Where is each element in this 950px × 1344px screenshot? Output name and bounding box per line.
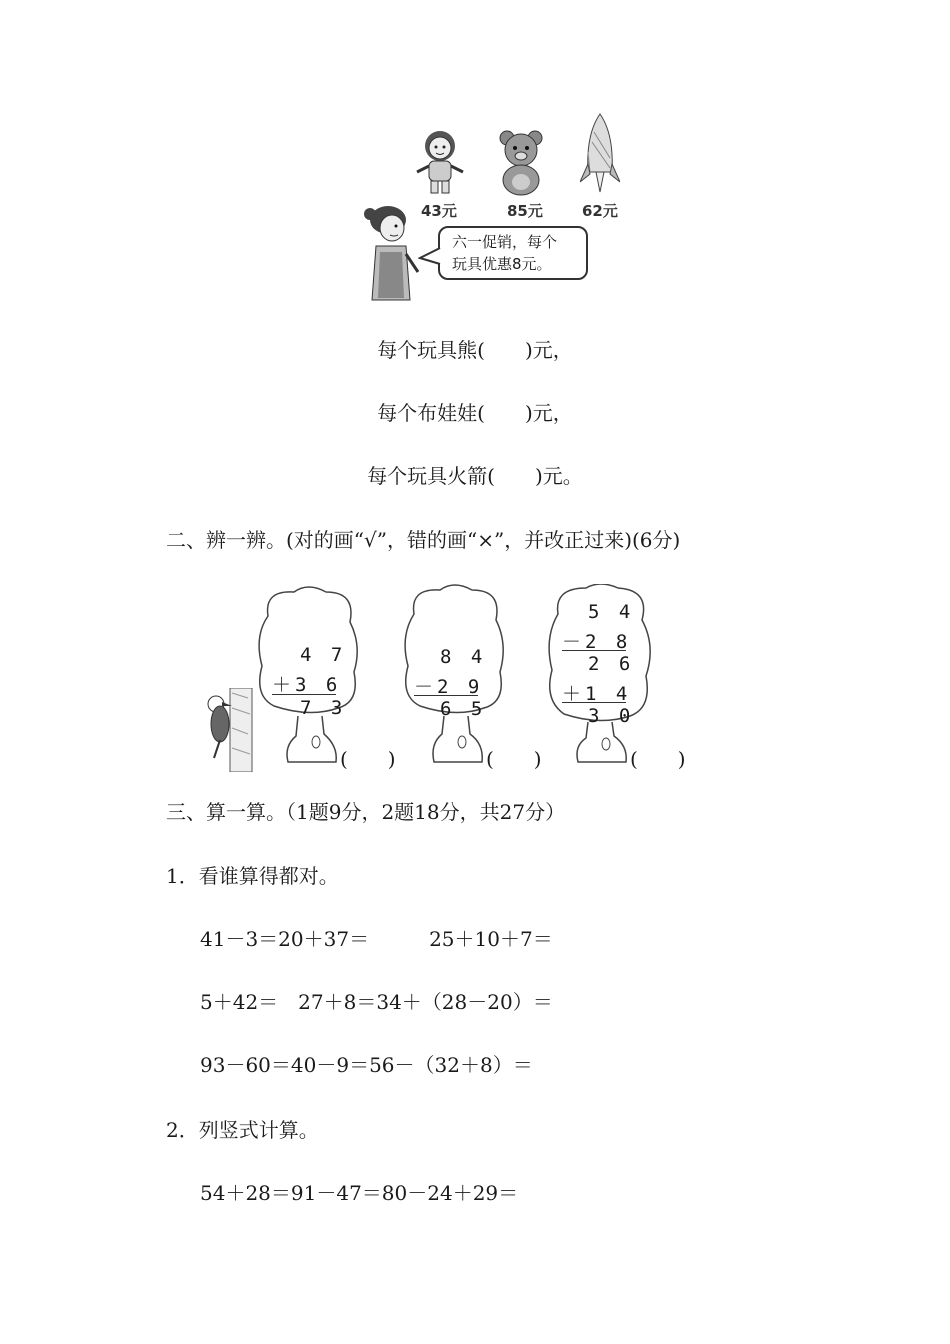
tree1-result: 7 3 (300, 697, 347, 719)
section3-title: 三、算一算。（1题9分，2题18分，共27分） (166, 800, 566, 824)
tree2-divider (414, 695, 478, 696)
tree3-operand-c: ＋1 4 (562, 683, 632, 705)
tree1-operand-a: 4 7 (300, 644, 347, 666)
speech-line-2: 玩具优惠8元。 (452, 255, 552, 273)
tree2-operand-b: －2 9 (414, 676, 484, 698)
section2-title: 二、辨一辨。(对的画“√”，错的画“×”，并改正过来)(6分) (166, 528, 681, 552)
section3-sub1: 1．看谁算得都对。 (166, 864, 339, 888)
calc-row-4: 54＋28＝91－47＝80－24＋29＝ (200, 1181, 519, 1205)
tree1-divider (272, 694, 336, 695)
section3-sub2: 2．列竖式计算。 (166, 1118, 319, 1142)
bear-price: 85元 (507, 202, 543, 220)
rocket-price: 62元 (582, 202, 618, 220)
calc-row-1: 41－3＝20＋37＝ 25＋10＋7＝ (200, 927, 553, 951)
q1-line-doll: 每个布娃娃( )元， (377, 401, 573, 425)
tree2-result: 6 5 (440, 698, 487, 720)
bear-illustration (493, 128, 549, 196)
tree3-answer-blank[interactable]: ( ) (630, 747, 686, 771)
woodpecker-illustration (198, 688, 254, 772)
tree3-operand-b: －2 8 (562, 631, 632, 653)
tree3-divider-1 (562, 650, 626, 651)
tree2-operand-a: 8 4 (440, 646, 487, 668)
tree3-operand-a: 5 4 (588, 601, 635, 623)
tree2-answer-blank[interactable]: ( ) (486, 747, 542, 771)
tree3-result-1: 2 6 (588, 653, 635, 675)
doll-price: 43元 (421, 202, 457, 220)
tree3-result-2: 3 0 (588, 705, 635, 727)
rocket-illustration (580, 112, 620, 194)
speech-bubble (438, 226, 588, 280)
tree1-answer-blank[interactable]: ( ) (340, 747, 396, 771)
q1-line-rocket: 每个玩具火箭( )元。 (367, 464, 583, 488)
calc-row-2: 5＋42＝ 27＋8＝34＋（28－20）＝ (200, 990, 553, 1014)
speech-bubble-tail (418, 246, 442, 268)
tree3-divider-2 (562, 702, 626, 703)
doll-illustration (415, 128, 465, 196)
tree1-operand-b: ＋3 6 (272, 674, 342, 696)
calc-row-3: 93－60＝40－9＝56－（32＋8）＝ (200, 1053, 533, 1077)
q1-line-bear: 每个玩具熊( )元， (377, 338, 573, 362)
speech-line-1: 六一促销，每个 (452, 233, 558, 251)
